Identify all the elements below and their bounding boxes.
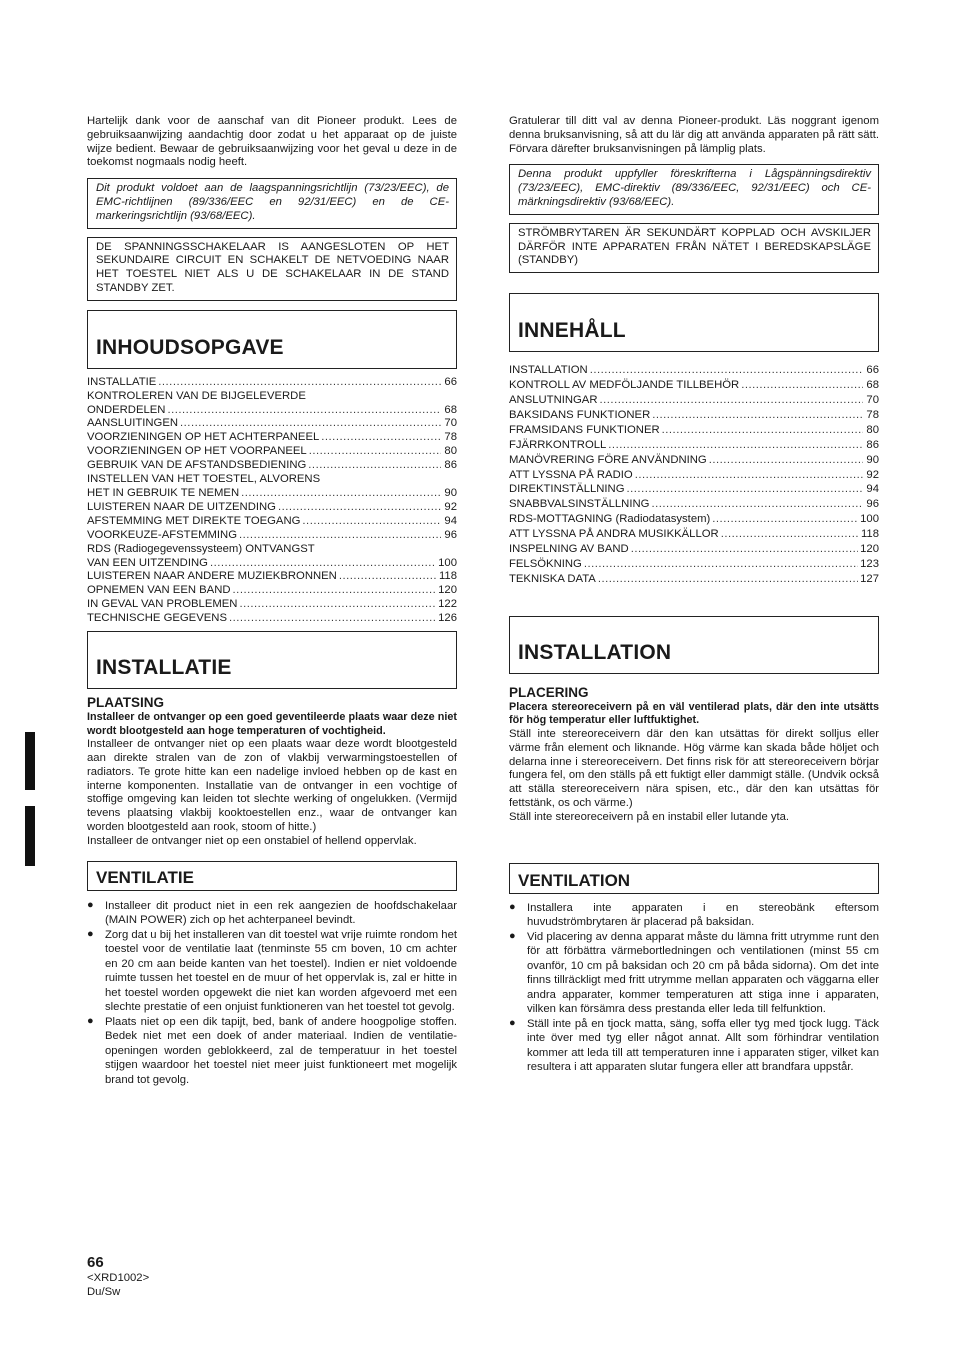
toc-list — [509, 363, 879, 587]
toc-item[interactable]: FJÄRRKONTROLL ..... 86 — [509, 438, 879, 453]
toc-item[interactable]: DIREKTINSTÄLLNING ..... 94 — [509, 482, 879, 497]
toc-item[interactable]: AFSTEMMING MET DIREKTE TOEGANG ..... 94 — [87, 515, 457, 529]
bullet-icon: ● — [509, 1016, 516, 1029]
toc-item[interactable]: FELSÖKNING ..... 123 — [509, 557, 879, 572]
placement-body-2: Ställ inte stereoreceivern på en instabil eller lutande yta. — [509, 810, 790, 823]
page-number: 66 — [87, 1254, 104, 1271]
toc-title: INHOUDSOPGAVE — [96, 335, 284, 359]
toc-item[interactable]: KONTROLL AV MEDFÖLJANDE TILLBEHÖR ..... 68 — [509, 378, 879, 393]
sidebar-marker-bottom — [25, 806, 35, 866]
model-code: <XRD1002> — [87, 1272, 150, 1284]
toc-item[interactable]: IN GEVAL VAN PROBLEMEN ..... 122 — [87, 598, 457, 612]
toc-item[interactable]: HET IN GEBRUIK TE NEMEN ..... 90 — [87, 487, 457, 501]
ventilation-title: VENTILATIE — [96, 867, 194, 887]
list-item: ● Installera inte apparaten i en stereobänk eftersom huvudströmbrytaren är placerad på baksidan. — [509, 900, 879, 929]
toc-item[interactable]: SNABBVALSINSTÄLLNING ..... 96 — [509, 497, 879, 512]
toc-item[interactable]: INSPELNING AV BAND ..... 120 — [509, 542, 879, 557]
toc-item[interactable]: FRAMSIDANS FUNKTIONER ..... 80 — [509, 423, 879, 438]
placement-bold: Placera stereoreceivern på en väl ventilerad plats, där den inte utsätts för hög temperatur eller luftfuktighet. — [509, 700, 879, 727]
directive-text: Denna produkt uppfyller föreskrifterna i Lågspänningsdirektiv (73/23/EEC), EMC-direktiv (89/336/EEC, 92/31/EEC) och CE-märkningsdirektiv (93/68/EEC). — [518, 168, 871, 208]
placement-bold: Installeer de ontvanger op een goed geventileerde plaats waar deze niet wordt blootgesteld aan hoge temperaturen of vochtigheid. — [87, 711, 457, 737]
toc-item[interactable]: GEBRUIK VAN DE AFSTANDSBEDIENING ..... 86 — [87, 459, 457, 473]
toc-item[interactable]: INSTALLATION ..... 66 — [509, 363, 879, 378]
placement-body: Installeer de ontvanger niet op een plaats waar deze wordt blootgesteld aan direkte stralen van de zon of vlakbij verwarmingstoestellen of radiators. Te grote hitte kan een nadelige invloed hebben op de kast en interne komponenten. Installatie van de ontvanger in een vochtige of stoffige omgeving kan leiden tot slechte werking of ongelukken. (Vermijd tevens plaatsing vlakbij kooktoestellen enz., waar de ontvanger kan worden blootgesteld aan rook, stoom of hitte.) — [87, 738, 457, 834]
toc-item[interactable]: ANSLUTNINGAR ..... 70 — [509, 393, 879, 408]
toc-item[interactable]: ONDERDELEN ..... 68 — [87, 404, 457, 418]
list-item: ● Vid placering av denna apparat måste du lämna fritt utrymme runt den för att förbättra värmebortledningen och ventilationen (minst 55 cm ovanför, 10 cm på baksidan och 20 cm på båda sidorna). Om det inte finns tillräckligt med fritt utrymme mellan apparaten och väggarna eller andra apparater, kommer temperaturen att stiga inne i apparaten, vilken kan försämra dess prestanda eller leda till felfunktion. — [509, 929, 879, 1016]
toc-item[interactable]: ATT LYSSNA PÅ RADIO ..... 92 — [509, 468, 879, 483]
directive-box — [509, 164, 879, 214]
toc-item[interactable]: INSTALLATIE ..... 66 — [87, 376, 457, 390]
toc-item[interactable]: MANÖVRERING FÖRE ANVÄNDNING ..... 90 — [509, 453, 879, 468]
toc-item[interactable]: VOORKEUZE-AFSTEMMING ..... 96 — [87, 529, 457, 543]
toc-item: RDS (Radiogegevenssysteem) ONTVANGST — [87, 542, 315, 555]
ventilation-list — [509, 901, 879, 1075]
list-item: ● Installeer dit product niet in een rek aangezien de hoofdschakelaar (MAIN POWER) zich op het achterpaneel bevindt. — [87, 898, 457, 927]
toc-item[interactable]: LUISTEREN NAAR ANDERE MUZIEKBRONNEN ..... 118 — [87, 570, 457, 584]
installation-title: INSTALLATIE — [96, 656, 232, 680]
warning-text: DE SPANNINGSSCHAKELAAR IS AANGESLOTEN OP HET SEKUNDAIRE CIRCUIT EN SCHAKELT DE NETVOEDING NAAR HET TOESTEL NIET ALS U DE SCHAKELAAR IN DE STAND STANDBY ZET. — [96, 240, 449, 294]
warning-text: STRÖMBRYTAREN ÄR SEKUNDÄRT KOPPLAD OCH AVSKILJER DÄRFÖR INTE APPARATEN FRÅN NÄTET I BEREDSKAPSLÄGE (STANDBY) — [518, 226, 871, 267]
installation-title: INSTALLATION — [518, 640, 672, 664]
toc-heading-box — [509, 293, 879, 352]
intro-text: Gratulerar till ditt val av denna Pioneer-produkt. Läs noggrant igenom denna bruksanvisning, så att du lär dig att använda apparaten på rätt sätt. Förvara därefter bruksanvisningen på lämplig plats. — [509, 115, 879, 155]
bullet-icon: ● — [87, 927, 94, 940]
toc-item[interactable]: ATT LYSSNA PÅ ANDRA MUSIKKÄLLOR ..... 118 — [509, 527, 879, 542]
left-column — [87, 115, 457, 1087]
bullet-icon: ● — [509, 900, 516, 913]
bullet-icon: ● — [87, 1014, 94, 1027]
toc-item[interactable]: VOORZIENINGEN OP HET ACHTERPANEEL ..... 78 — [87, 431, 457, 445]
installation-heading-box — [509, 616, 879, 674]
warning-box — [509, 223, 879, 273]
toc-item[interactable]: TECHNISCHE GEGEVENS ..... 126 — [87, 612, 457, 626]
placement-title: PLACERING — [509, 684, 589, 700]
placement-body: Ställ inte stereoreceivern där den kan utsättas för direkt solljus eller värme från element och liknande. Hög värme kan skada både höljet och delarna inne i stereoreceivern. Det finns risk för att stereoreceivern börjar fungera fel, om den ställs på ett fuktigt eller dammigt ställe. (Undvik också att ställa stereoreceivern nära spisen, etc., där den kan utsättas för fettstänk, os och värme.) — [509, 727, 879, 809]
toc-item[interactable]: VAN EEN UITZENDING ..... 100 — [87, 557, 457, 571]
toc-heading-box — [87, 310, 457, 369]
toc-item[interactable]: TEKNISKA DATA ..... 127 — [509, 572, 879, 587]
ventilation-title: VENTILATION — [518, 870, 631, 890]
bullet-icon: ● — [509, 929, 516, 942]
ventilation-list — [87, 899, 457, 1088]
toc-item[interactable]: LUISTEREN NAAR DE UITZENDING ..... 92 — [87, 501, 457, 515]
sidebar-marker-top — [25, 732, 35, 790]
language-code: Du/Sw — [87, 1286, 121, 1298]
placement-title: PLAATSING — [87, 695, 164, 711]
placement-body-2: Installeer de ontvanger niet op een onstabiel of hellend oppervlak. — [87, 834, 417, 847]
toc-list — [87, 376, 457, 626]
toc-item: KONTROLEREN VAN DE BIJGELEVERDE — [87, 389, 306, 402]
toc-item[interactable]: VOORZIENINGEN OP HET VOORPANEEL ..... 80 — [87, 445, 457, 459]
ventilation-heading-box — [87, 861, 457, 891]
bullet-icon: ● — [87, 898, 94, 911]
list-item: ● Ställ inte på en tjock matta, säng, soffa eller tyg med tjock lugg. Täck inte över med tyg eller något annat. Allt som förhindrar ventilation kommer att leda till att temperaturen inne i apparaten stiger, vilket kan resultera i att apparaten slutar fungera eller att brandfara uppstår. — [509, 1016, 879, 1074]
toc-item[interactable]: BAKSIDANS FUNKTIONER ..... 78 — [509, 408, 879, 423]
toc-item[interactable]: AANSLUITINGEN ..... 70 — [87, 417, 457, 431]
directive-text: Dit produkt voldoet aan de laagspanningsrichtlijn (73/23/EEC), de EMC-richtlijnen (89/336/EEC en 92/31/EEC) en de CE-markeringsrichtlijn (93/68/EEC). — [96, 182, 449, 222]
toc-title: INNEHÅLL — [518, 319, 626, 343]
warning-box — [87, 237, 457, 301]
list-item: ● Plaats niet op een dik tapijt, bed, bank of andere hoogpolige stoffen. Bedek niet met een doek of ander materiaal. Indien de ventilatie-openingen worden geblokkeerd, zal de temperatuur in het toestel stijgen waardoor het toestel niet meer juist funktioneert met mogelijk brand tot gevolg. — [87, 1014, 457, 1086]
right-column — [509, 115, 879, 1075]
ventilation-heading-box — [509, 863, 879, 894]
toc-item[interactable]: OPNEMEN VAN EEN BAND ..... 120 — [87, 584, 457, 598]
directive-box — [87, 178, 457, 228]
installation-heading-box — [87, 631, 457, 689]
page-footer — [87, 1254, 149, 1299]
intro-text: Hartelijk dank voor de aanschaf van dit Pioneer produkt. Lees de gebruiksaanwijzing aandachtig door zodat u het apparaat op de juiste wijze bedient. Bewaar de gebruiksaanwijzing voor het geval u deze in de toekomst nogmaals nodig heeft. — [87, 115, 457, 169]
toc-item: INSTELLEN VAN HET TOESTEL, ALVORENS — [87, 473, 321, 486]
toc-item[interactable]: RDS-MOTTAGNING (Radiodatasystem) ..... 100 — [509, 512, 879, 527]
list-item: ● Zorg dat u bij het installeren van dit toestel wat vrije ruimte rondom het toestel voor de ventilatie laat (tenminste 55 cm boven, 10 cm achter en 20 cm aan beide kanten van het toestel). Indien er niet voldoende ruimte tussen het toestel en de muur of het oppervlak is, zal er hitte in het toestel worden opgewekt die niet kan worden afgevoerd met een slechte prestatie of een onjuist funktioneren van het toestel tot gevolg. — [87, 927, 457, 1014]
